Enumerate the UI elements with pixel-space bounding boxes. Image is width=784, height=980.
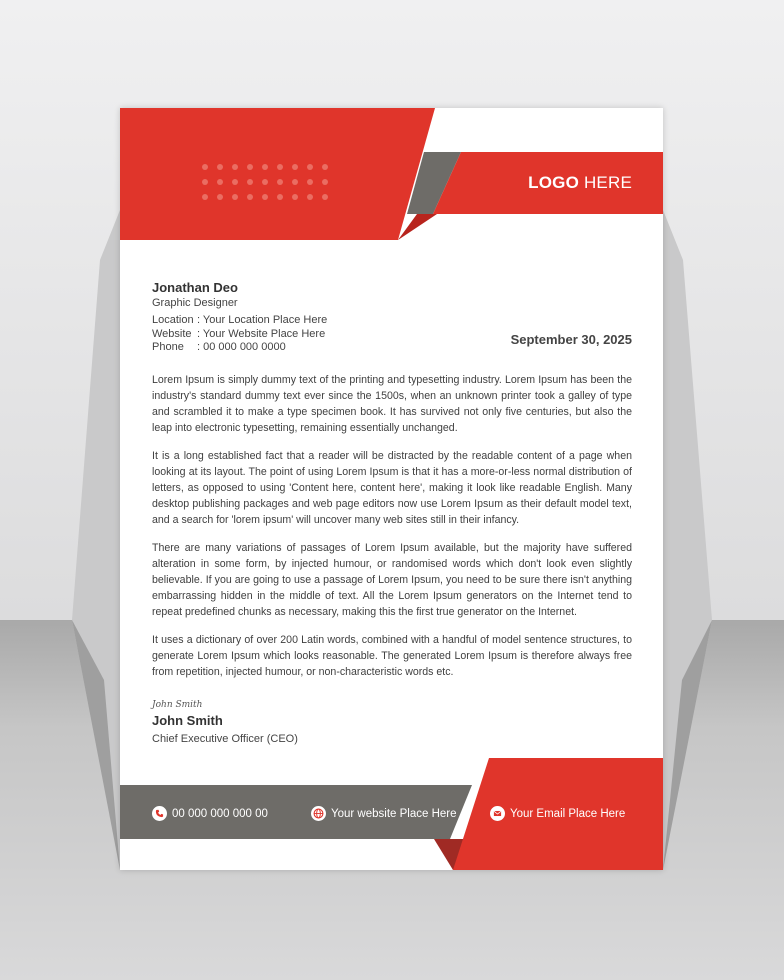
footer-website [311, 806, 457, 821]
contact-label: Website [152, 327, 192, 340]
footer-email [490, 806, 625, 821]
contact-value: : Your Location Place Here [197, 314, 328, 326]
handwritten-signature: John Smith [152, 700, 203, 710]
dot-pattern [202, 164, 328, 200]
contact-value: : Your Website Place Here [197, 327, 326, 340]
logo-rest: HERE [579, 173, 632, 192]
sender-block [152, 280, 327, 355]
contact-location [152, 314, 327, 328]
body-paragraph: Lorem Ipsum is simply dummy text of the printing and typesetting industry. Lorem Ipsum has been the industry's standard dummy text ever since the 1500s, when an unknown printer took a galley of type and scrambled it to make a type specimen book. It has survived not only five centuries, but also the leap into electronic typesetting, remaining essentially unchanged. [152, 374, 632, 434]
contact-label: Phone [152, 341, 184, 353]
globe-icon [311, 806, 326, 821]
signer-title: Chief Executive Officer (CEO) [152, 733, 298, 745]
contact-label: Location [152, 314, 194, 326]
signature-block [152, 700, 298, 745]
sender-contacts [152, 314, 327, 355]
letterhead-page [120, 108, 663, 870]
contact-value: : 00 000 000 0000 [197, 341, 286, 353]
phone-icon [152, 806, 167, 821]
footer-phone-text: 00 000 000 000 00 [172, 807, 268, 820]
footer-phone [152, 806, 268, 821]
body-paragraph: It uses a dictionary of over 200 Latin words, combined with a handful of model sentence structures, to generate Lorem Ipsum which looks reasonable. The generated Lorem Ipsum is therefore always free from repetition, injected humour, or non-characteristic words etc. [152, 634, 632, 678]
contact-phone [152, 341, 327, 355]
logo-bold: LOGO [528, 173, 580, 192]
mail-icon [490, 806, 505, 821]
letter-body [152, 372, 632, 692]
logo [528, 173, 632, 193]
sender-name: Jonathan Deo [152, 280, 238, 295]
footer-website-text: Your website Place Here [331, 807, 457, 820]
letter-date: September 30, 2025 [510, 332, 632, 347]
contact-website [152, 328, 327, 342]
body-paragraph: There are many variations of passages of Lorem Ipsum available, but the majority have suffered alteration in some form, by injected humour, or randomised words which don't look even slightly believable. If you are going to use a passage of Lorem Ipsum, you need to be sure there isn't anything embarrassing hidden in the middle of text. All the Lorem Ipsum generators on the Internet tend to repeat predefined chunks as necessary, making this the first true generator on the Internet. [152, 542, 632, 618]
body-paragraph: It is a long established fact that a reader will be distracted by the readable content of a page when looking at its layout. The point of using Lorem Ipsum is that it has a more-or-less normal distribution of letters, as opposed to using 'Content here, content here', making it look like readable English. Many desktop publishing packages and web page editors now use Lorem Ipsum as their default model text, and a search for 'lorem ipsum' will uncover many web sites still in their infancy. [152, 450, 632, 526]
footer-email-text: Your Email Place Here [510, 807, 626, 820]
sender-role: Graphic Designer [152, 297, 238, 309]
signer-name: John Smith [152, 713, 223, 728]
